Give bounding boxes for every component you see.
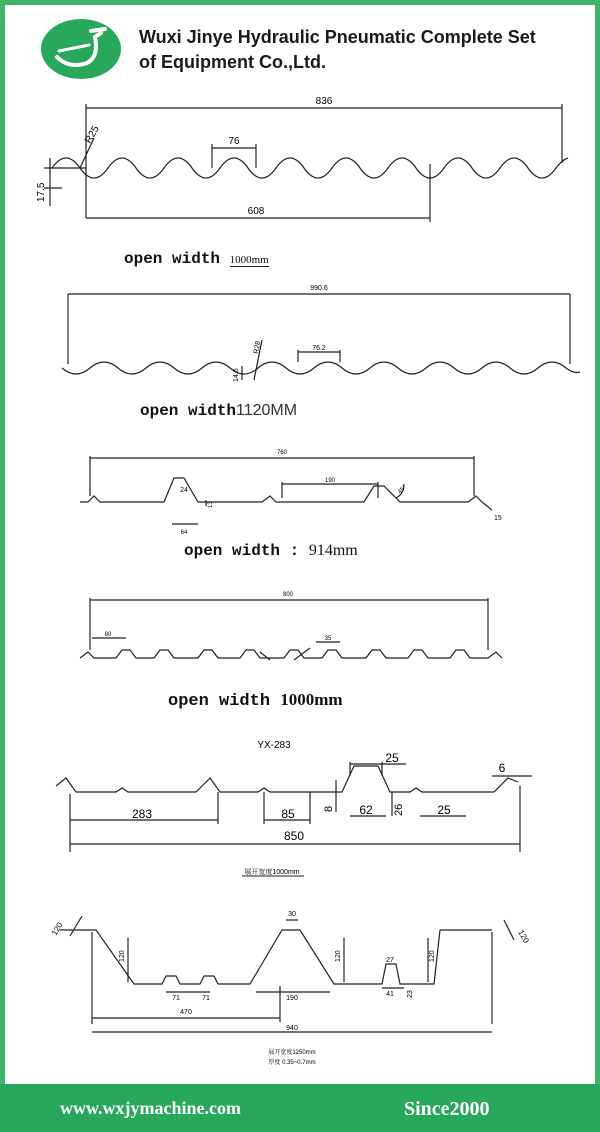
profile-3-dim-span: 190 (324, 478, 336, 484)
profile-5-dim-depth: 26 (393, 803, 405, 816)
profile-2-open-width (140, 402, 297, 420)
profile-2-open-width-label: open width (140, 402, 237, 420)
profile-6-dim-depth-right: 120 (429, 950, 436, 962)
profile-5-dim-small: 85 (281, 807, 295, 821)
company-name (139, 25, 589, 75)
profile-3-dim-bottom: 64 (180, 530, 188, 536)
profile-6-dim-depth-left: 120 (119, 950, 126, 962)
profile-4-dim-total: 800 (282, 592, 294, 598)
profile-5-dim-edge: 6 (498, 761, 506, 775)
footer-website-link[interactable]: www.wxjymachine.com (60, 1098, 241, 1118)
profile-5-dim-base: 62 (359, 803, 373, 817)
profile-4-dim-left: 80 (104, 632, 112, 638)
footer-bar (0, 1084, 600, 1132)
profile-6-dim-small-2: 71 (202, 995, 210, 1002)
profile-2-dim-height: 14.6 (233, 368, 240, 382)
profile-6-dim-corner-right: 120 (516, 928, 531, 945)
profile-1-dim-total: 836 (315, 96, 333, 107)
profile-5-dim-rib-top: 25 (385, 751, 399, 765)
profile-5-panel (46, 732, 546, 882)
profile-1-dim-pitch: 76 (228, 136, 240, 147)
profile-6-dim-half: 470 (180, 1009, 192, 1016)
profile-1-panel (22, 88, 582, 278)
profile-1-dim-partial: 608 (247, 206, 265, 217)
header (5, 5, 595, 85)
profile-1-open-width-value: 1000mm (229, 254, 269, 266)
profile-4-open-width-label: open width (168, 692, 271, 711)
profile-1-drawing (22, 88, 582, 278)
footer-since: Since2000 (404, 1098, 490, 1120)
profile-3-dim-total: 760 (276, 450, 288, 456)
profile-4-open-width (168, 690, 343, 711)
profile-3-open-width-label: open width : (184, 542, 300, 560)
profile-3-open-width (184, 542, 358, 560)
profile-3-panel (74, 436, 522, 576)
profile-5-dim-pitch: 283 (131, 807, 153, 821)
profile-4-dim-rib: 35 (324, 636, 332, 642)
profile-6-dim-rib-base: 41 (386, 991, 394, 998)
profile-2-open-width-value: 1120MM (236, 402, 298, 419)
profile-6-panel (30, 896, 570, 1080)
profile-2-drawing (44, 280, 592, 430)
profile-6-dim-depth-mid: 120 (335, 950, 342, 962)
company-name-line1: Wuxi Jinye Hydraulic Pneumatic Complete Set (139, 27, 536, 47)
profile-6-dim-small-1: 71 (172, 995, 180, 1002)
profile-2-dim-radius: R28 (253, 340, 263, 355)
profile-2-panel (44, 280, 592, 430)
profile-4-open-width-value: 1000mm (280, 690, 343, 709)
profile-3-dim-height: 13 (208, 501, 214, 508)
profile-1-dim-radius: R25 (83, 124, 102, 146)
profile-3-dim-top: 24 (180, 487, 188, 494)
profile-6-dim-total: 940 (286, 1025, 298, 1032)
profile-5-dim-total: 850 (283, 829, 305, 843)
profile-5-model: YX-283 (257, 740, 291, 751)
profile-5-dim-rib-h: 8 (323, 805, 335, 812)
profile-1-dim-height: 17.5 (36, 182, 47, 202)
profile-5-drawing (46, 732, 546, 882)
profile-6-drawing (30, 896, 570, 1080)
profile-1-open-width-label: open width (124, 250, 221, 268)
profile-6-dim-rib-height: 23 (407, 990, 414, 998)
profile-3-dim-angle: 45° (397, 484, 408, 496)
company-name-line2: of Equipment Co.,Ltd. (139, 52, 326, 72)
profile-2-dim-pitch: 76.2 (312, 345, 326, 352)
profile-4-panel (74, 586, 510, 716)
profile-6-dim-corner-left: 120 (49, 920, 65, 937)
profile-3-dim-edge: 15 (494, 515, 502, 522)
profile-6-open-width-note: 展开宽度1250mm (268, 1050, 316, 1056)
profile-2-dim-total: 990.6 (310, 285, 328, 292)
profile-6-dim-rib-width: 27 (386, 957, 394, 964)
profile-3-open-width-value: 914mm (308, 542, 358, 559)
company-logo-icon (39, 17, 123, 81)
profile-6-dim-span: 190 (286, 995, 298, 1002)
profile-5-dim-gap: 25 (437, 803, 451, 817)
profile-6-thickness-note: 厚度 0.35~0.7mm (268, 1060, 316, 1066)
profile-5-open-width-note: 展开宽度1000mm (244, 869, 300, 876)
profile-1-open-width (124, 250, 269, 268)
profile-6-dim-top: 30 (288, 911, 296, 918)
